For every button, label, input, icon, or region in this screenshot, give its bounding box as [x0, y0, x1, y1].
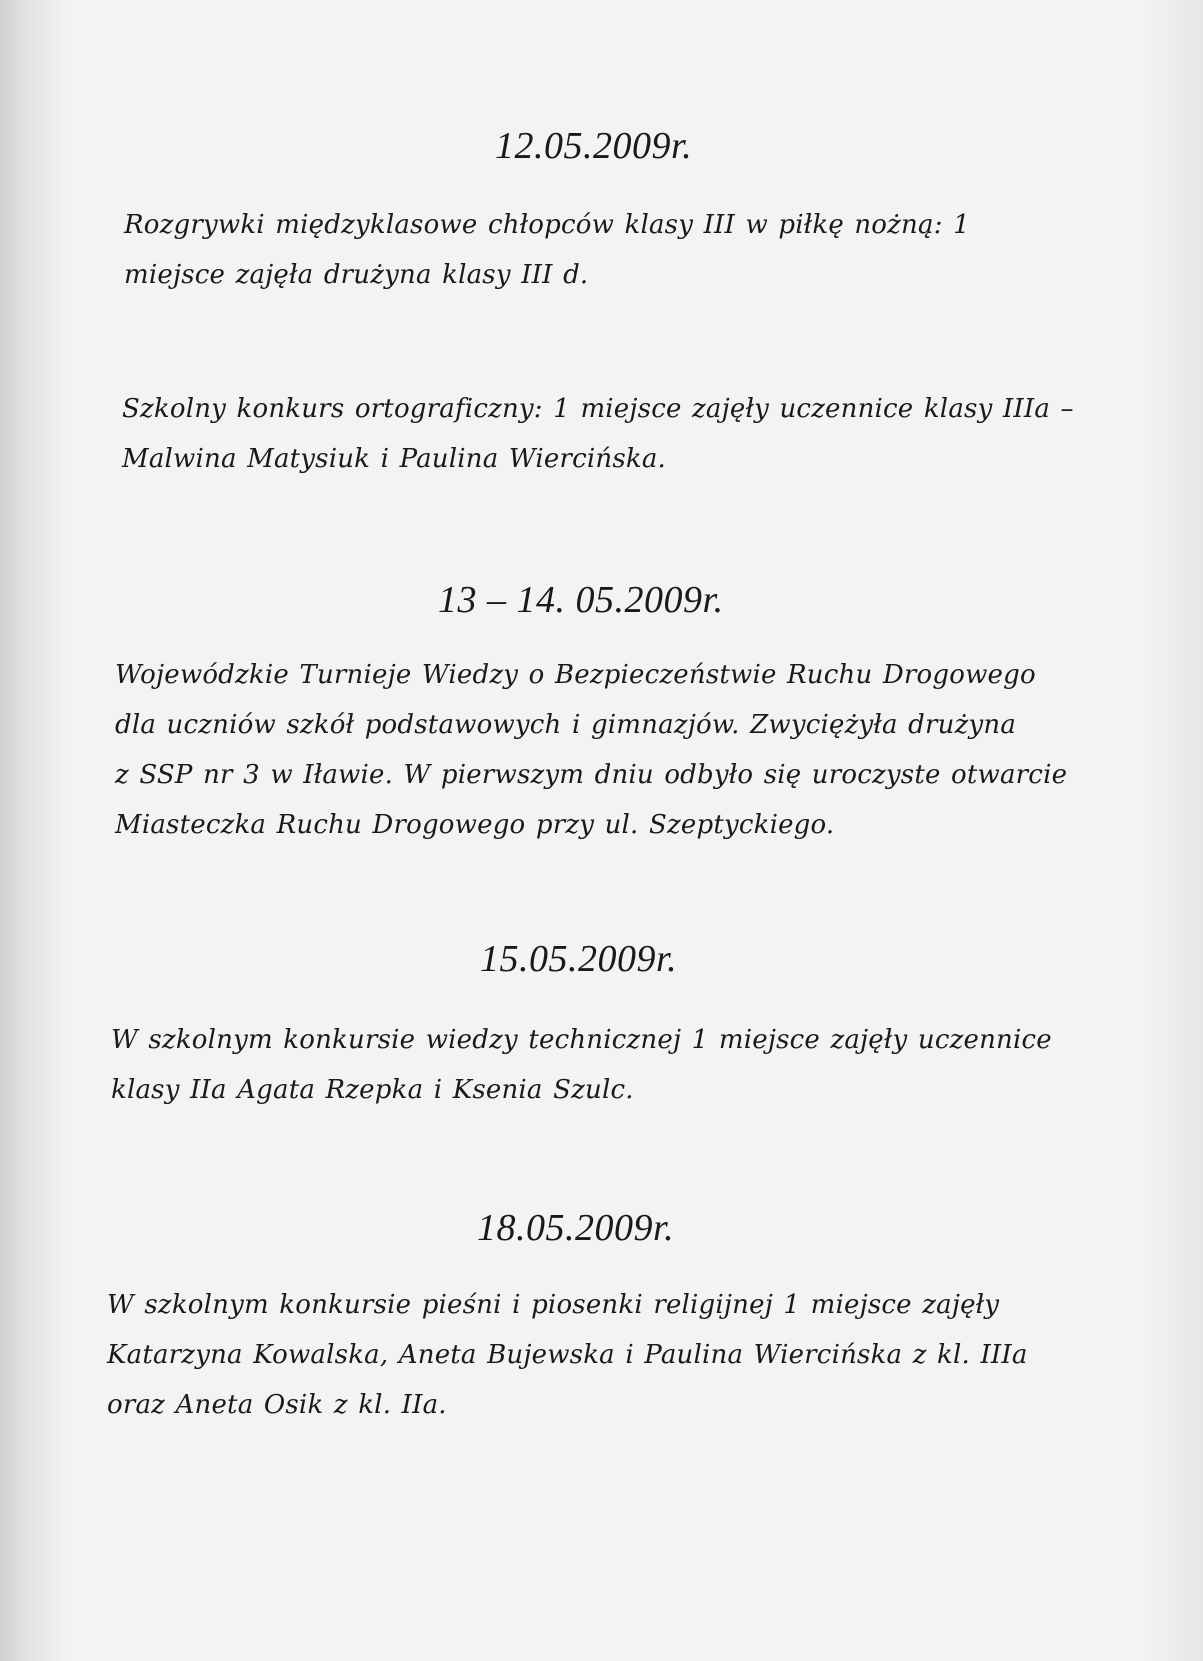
paragraph-line: oraz Aneta Osik z kl. IIa.: [107, 1390, 447, 1420]
entry-paragraph: [124, 200, 1064, 300]
entry-paragraph: [107, 1280, 1047, 1430]
entry-date: 15.05.2009r.: [480, 938, 678, 980]
entry-date: 18.05.2009r.: [477, 1207, 675, 1249]
paragraph-line: Szkolny konkurs ortograficzny: 1 miejsce zajęły uczennice klasy IIIa –: [122, 394, 1074, 424]
paragraph-line: miejsce zajęła drużyna klasy III d.: [124, 260, 589, 290]
paragraph-line: Rozgrywki międzyklasowe chłopców klasy III w piłkę nożną: 1: [124, 210, 970, 240]
paragraph-line: z SSP nr 3 w Iławie. W pierwszym dniu odbyło się uroczyste otwarcie: [115, 760, 1068, 790]
entry-date: 12.05.2009r.: [495, 125, 693, 167]
paragraph-line: W szkolnym konkursie pieśni i piosenki religijnej 1 miejsce zajęły: [107, 1290, 1000, 1320]
paragraph-line: Katarzyna Kowalska, Aneta Bujewska i Paulina Wiercińska z kl. IIIa: [107, 1340, 1028, 1370]
paragraph-line: W szkolnym konkursie wiedzy technicznej 1 miejsce zajęły uczennice: [111, 1025, 1052, 1055]
entry-paragraph: [111, 1015, 1051, 1115]
paragraph-line: klasy IIa Agata Rzepka i Ksenia Szulc.: [111, 1075, 634, 1105]
page-edge: [1143, 0, 1203, 1661]
paragraph-line: Wojewódzkie Turnieje Wiedzy o Bezpieczeństwie Ruchu Drogowego: [115, 660, 1036, 690]
paragraph-line: Miasteczka Ruchu Drogowego przy ul. Szeptyckiego.: [115, 810, 835, 840]
entry-paragraph: [122, 384, 1074, 484]
entry-date: 13 – 14. 05.2009r.: [438, 579, 724, 621]
entry-paragraph: [115, 650, 1068, 850]
paragraph-line: Malwina Matysiuk i Paulina Wiercińska.: [122, 444, 666, 474]
page-gutter-shadow: [0, 0, 70, 1661]
paragraph-line: dla uczniów szkół podstawowych i gimnazjów. Zwyciężyła drużyna: [115, 710, 1017, 740]
